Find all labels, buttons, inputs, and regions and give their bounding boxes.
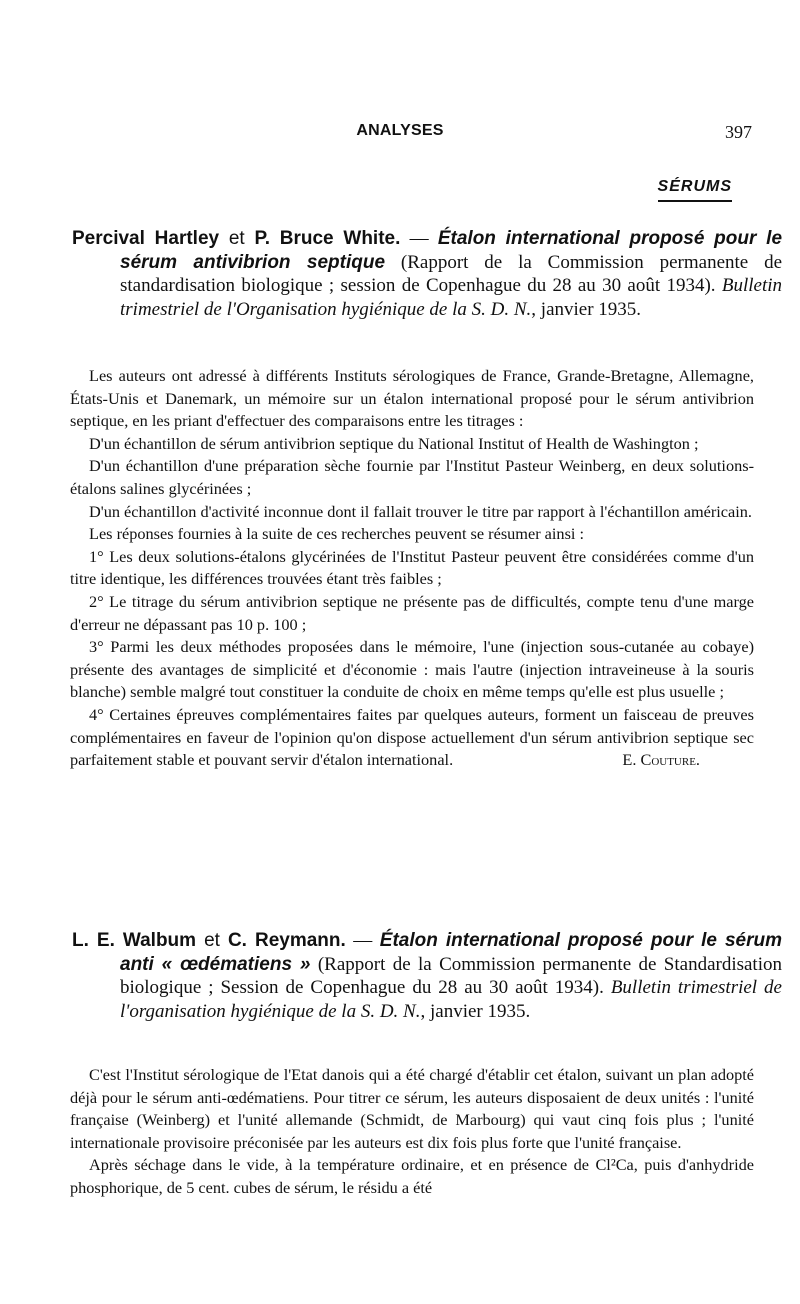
entry-2-paragraph: Après séchage dans le vide, à la température ordinaire, et en présence de Cl²Ca, puis d'anhydride phosphorique, de 5 cent. cubes de sérum, le résidu a été [70,1155,754,1197]
entry-1-paragraph: D'un échantillon de sérum antivibrion septique du National Institut of Health de Washington ; [89,433,699,453]
entry-1-body [70,365,754,772]
entry-1-paragraph: 2° Le titrage du sérum antivibrion septique ne présente pas de difficultés, compte tenu d'une marge d'erreur ne dépassant pas 10 p. 100 ; [70,591,754,634]
entry-1-author-1: Percival Hartley [72,228,220,249]
entry-1-title: Étalon international proposé pour le sérum antivibrion septique [120,228,783,273]
entry-1-citation [72,227,782,322]
entry-1-paragraph: 1° Les deux solutions-étalons glycérinées de l'Institut Pasteur peuvent être considérées comme d'un titre identique, les différences trouvées étant très faibles ; [70,546,754,589]
entry-1-paragraph: D'un échantillon d'une préparation sèche fournie par l'Institut Pasteur Weinberg, en deux solutions-étalons salines glycérinées ; [70,456,754,498]
entry-1-journal: Bulletin trimestriel de l'Organisation hygiénique de la S. D. N. [120,275,782,321]
entry-1-author-join: et [219,228,255,249]
page-number: 397 [725,122,752,142]
entry-2-dash: — [345,930,380,951]
entry-2-author-1: L. E. Walbum [72,930,197,951]
running-head [0,122,800,146]
entry-2-title: Étalon international proposé pour le sérum anti « œdématiens » [120,930,783,975]
entry-1-signature: E. Couture. [622,750,700,770]
section-heading: SÉRUMS [658,178,732,202]
entry-2-date: , janvier 1935. [420,1001,531,1023]
entry-1-paragraph: 3° Parmi les deux méthodes proposées dans le mémoire, l'une (injection sous-cutanée au cobaye) présente des avantages de simplicité et d'économie : mais l'autre (injection intraveineuse à la souris blanche) semble malgré tout constituer la conduite de choix en même temps qu'elle est plus usuelle ; [70,637,754,702]
entry-1-paragraph-last [70,704,754,772]
entry-1-paragraph: Les auteurs ont adressé à différents Instituts sérologiques de France, Grande-Bretagne, Allemagne, États-Unis et Danemark, un mémoire sur un étalon international proposé pour le sérum antivibrion septique, en les priant d'effectuer des comparaisons entre les titrages : [70,366,754,431]
entry-1-author-2: P. Bruce White. [254,228,401,249]
entry-2-paragraph: C'est l'Institut sérologique de l'Etat danois qui a été chargé d'établir cet étalon, suivant un plan adopté déjà pour le sérum anti-œdématiens. Pour titrer ce sérum, les auteurs disposaient de deux unités : l'unité française (Weinberg) et l'unité allemande (Schmidt, de Marbourg) qui vaut cinq fois plus ; l'unité internationale provisoire préconisée par les auteurs est dix fois plus forte que l'unité française. [70,1065,754,1152]
entry-2-citation [72,929,782,1024]
running-head-title: ANALYSES [356,122,444,139]
entry-1-date: , janvier 1935. [531,299,642,321]
entry-1-paragraph: D'un échantillon d'activité inconnue dont il fallait trouver le titre par rapport à l'échantillon américain. [89,501,752,521]
entry-1-dash: — [400,228,438,249]
entry-2-author-join: et [196,930,228,951]
entry-2-author-2: C. Reymann. [227,930,346,951]
entry-1-paragraph: Les réponses fournies à la suite de ces recherches peuvent se résumer ainsi : [89,524,585,544]
entry-2-details: (Rapport de la Commission permanente de Standardisation biologique ; Session de Copenhague du 28 au 30 août 1934). [120,953,782,999]
entry-1-details: (Rapport de la Commission permanente de standardisation biologique ; session de Copenhague du 28 au 30 août 1934). [120,251,783,297]
entry-2-body [70,1064,754,1200]
entry-2-journal: Bulletin trimestriel de l'organisation hygiénique de la S. D. N. [120,977,782,1023]
entry-1-paragraph-last-text: 4° Certaines épreuves complémentaires faites par quelques auteurs, forment un faisceau de preuves complémentaires en faveur de l'opinion qu'on dispose actuellement d'un sérum antivibrion septique sec parfaitement stable et pouvant servir d'étalon international. [70,704,754,770]
